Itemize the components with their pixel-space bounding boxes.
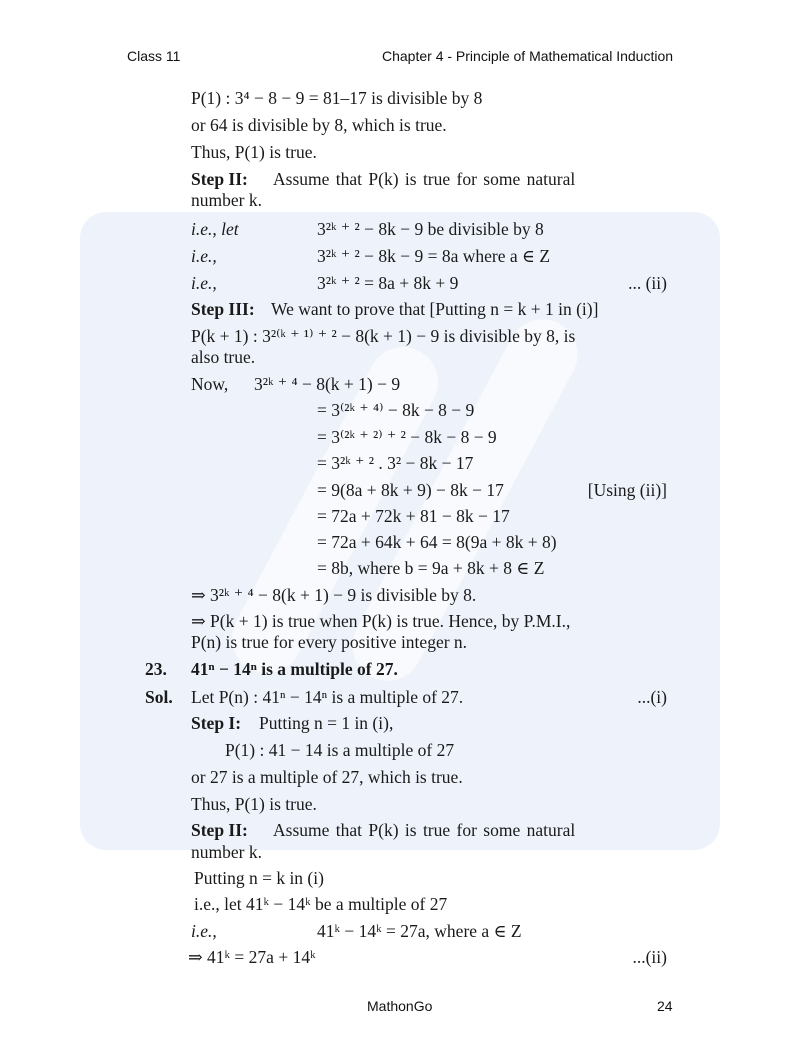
ie-let-expr: 3²ᵏ ⁺ ² − 8k − 9 be divisible by 8: [317, 219, 544, 239]
ie-label-1: i.e.,: [191, 246, 217, 266]
implies-line-2-cont: P(n) is true for every positive integer n.: [191, 632, 468, 652]
footer-brand: MathonGo: [367, 998, 433, 1014]
ie-tag-2: ... (ii): [628, 273, 667, 293]
eq-tag-4: [Using (ii)]: [587, 480, 667, 500]
step3-text: We want to prove that [Putting n = k + 1 in (i)]: [271, 299, 599, 319]
step2b-label: Step II:: [191, 820, 248, 840]
eq-line-1: = 3⁽²ᵏ ⁺ ⁴⁾ − 8k − 8 − 9: [317, 400, 475, 420]
ie-let-line-2: i.e., let 41ᵏ − 14ᵏ be a multiple of 27: [194, 894, 448, 914]
question-text: 41ⁿ − 14ⁿ is a multiple of 27.: [191, 659, 398, 679]
page-number: 24: [657, 998, 673, 1014]
implies-line-2: ⇒ P(k + 1) is true when P(k) is true. Hence, by P.M.I.,: [191, 611, 571, 631]
thus-line-2: Thus, P(1) is true.: [191, 794, 317, 814]
ie-label-3: i.e.,: [191, 921, 217, 941]
header-right: Chapter 4 - Principle of Mathematical Induction: [382, 48, 674, 64]
eq-line-6: = 72a + 64k + 64 = 8(9a + 8k + 8): [317, 532, 557, 552]
eq-line-2: = 3⁽²ᵏ ⁺ ²⁾ ⁺ ² − 8k − 8 − 9: [317, 427, 497, 447]
solution-text: Let P(n) : 41ⁿ − 14ⁿ is a multiple of 27.: [191, 687, 464, 707]
ie-expr-2: 3²ᵏ ⁺ ² = 8a + 8k + 9: [317, 273, 459, 293]
step2-cont: number k.: [191, 190, 262, 210]
step1-label: Step I:: [191, 713, 242, 733]
now-expr: 3²ᵏ ⁺ ⁴ − 8(k + 1) − 9: [254, 374, 401, 394]
implies-tag-3: ...(ii): [632, 947, 667, 967]
ie-label-2: i.e.,: [191, 273, 217, 293]
thus-line-1: Thus, P(1) is true.: [191, 142, 317, 162]
solution-tag: ...(i): [637, 687, 667, 707]
step2-text: Assume that P(k) is true for some natural: [273, 169, 576, 189]
implies-line-1: ⇒ 3²ᵏ ⁺ ⁴ − 8(k + 1) − 9 is divisible by 8.: [191, 585, 477, 605]
solution-label: Sol.: [145, 687, 173, 707]
eq-line-3: = 3²ᵏ ⁺ ² . 3² − 8k − 17: [317, 453, 474, 473]
header-left: Class 11: [127, 48, 181, 64]
or-27-line: or 27 is a multiple of 27, which is true.: [191, 767, 463, 787]
p1-check-line: P(1) : 3⁴ − 8 − 9 = 81–17 is divisible by 8: [191, 88, 483, 108]
question-number: 23.: [145, 659, 167, 679]
pk1-cont: also true.: [191, 347, 256, 367]
step1-text: Putting n = 1 in (i),: [259, 713, 394, 733]
step2b-text: Assume that P(k) is true for some natural: [273, 820, 576, 840]
or-64-line: or 64 is divisible by 8, which is true.: [191, 115, 447, 135]
ie-expr-3: 41ᵏ − 14ᵏ = 27a, where a ∈ Z: [317, 921, 522, 941]
putting-line: Putting n = k in (i): [194, 868, 324, 888]
eq-line-7: = 8b, where b = 9a + 8k + 8 ∈ Z: [317, 558, 545, 578]
p1-b-line: P(1) : 41 − 14 is a multiple of 27: [225, 740, 455, 760]
implies-line-3: ⇒ 41ᵏ = 27a + 14ᵏ: [188, 947, 316, 967]
step2b-cont: number k.: [191, 842, 262, 862]
ie-let-label: i.e., let: [191, 219, 239, 239]
pk1-line: P(k + 1) : 3²⁽ᵏ ⁺ ¹⁾ ⁺ ² − 8(k + 1) − 9 is divisible by 8, is: [191, 326, 576, 346]
ie-expr-1: 3²ᵏ ⁺ ² − 8k − 9 = 8a where a ∈ Z: [317, 246, 551, 266]
eq-line-5: = 72a + 72k + 81 − 8k − 17: [317, 506, 510, 526]
step3-label: Step III:: [191, 299, 255, 319]
now-label: Now,: [191, 374, 229, 394]
eq-line-4: = 9(8a + 8k + 9) − 8k − 17: [317, 480, 504, 500]
step2-label: Step II:: [191, 169, 248, 189]
